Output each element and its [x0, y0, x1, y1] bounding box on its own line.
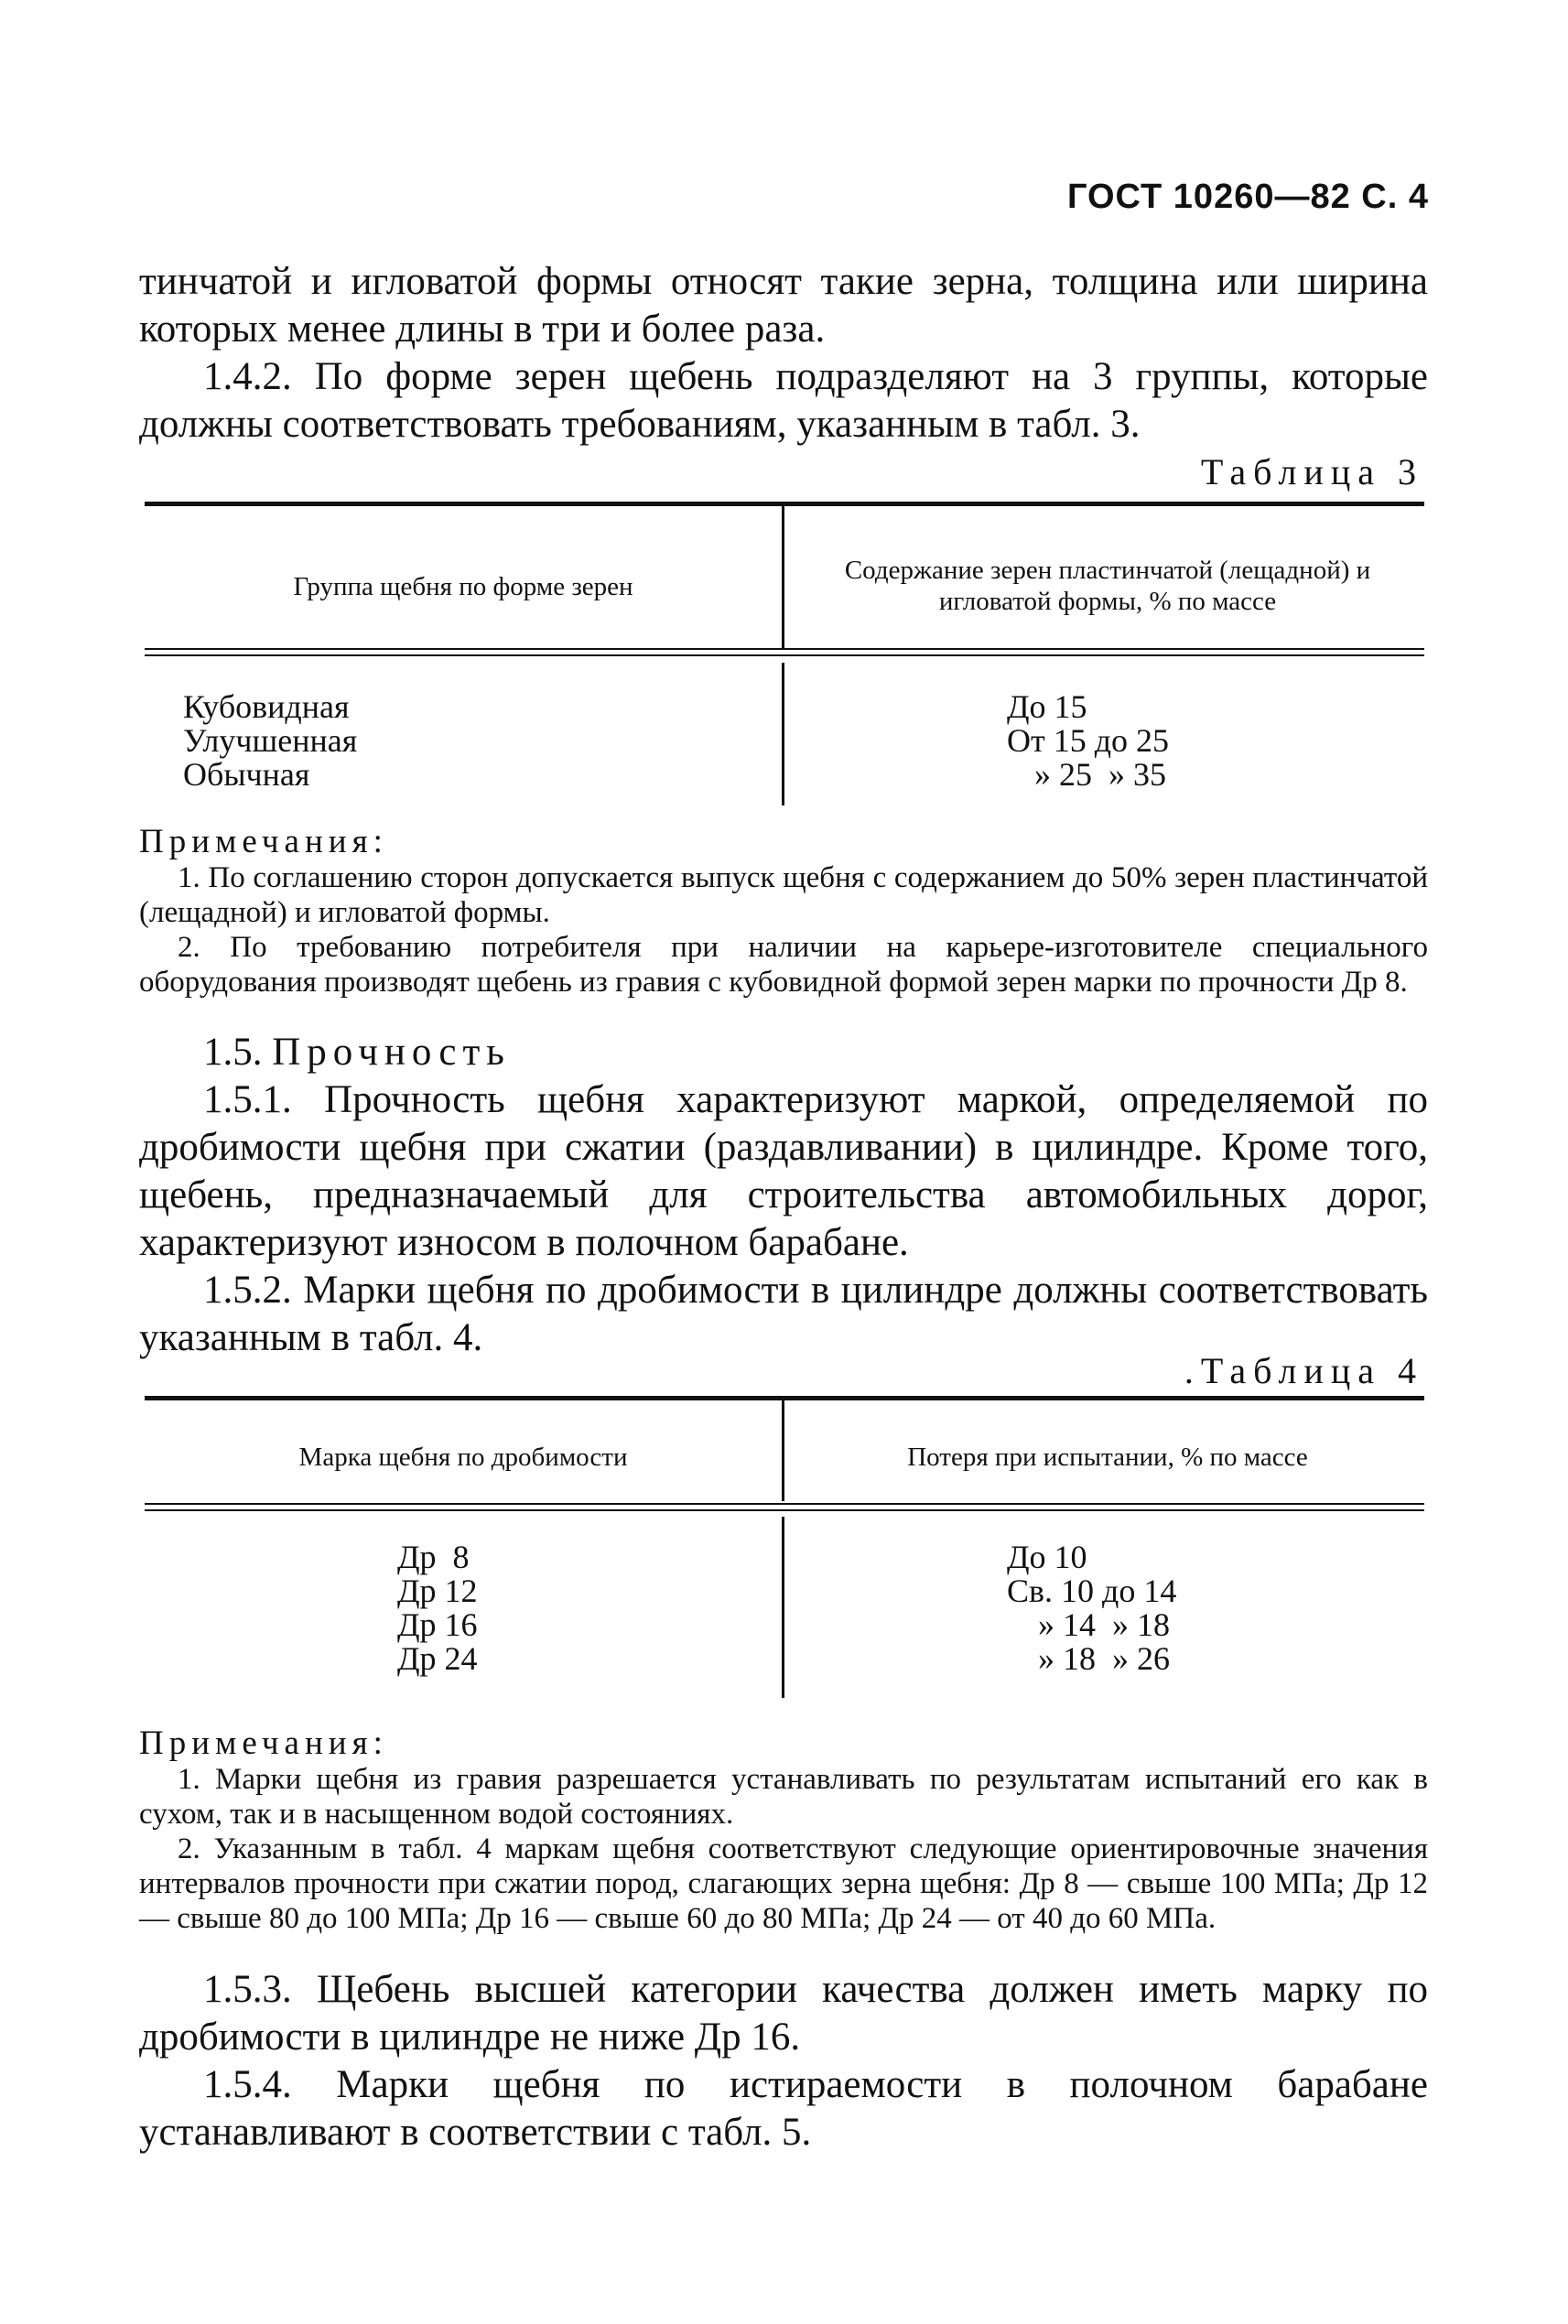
table4-notes-title: Примечания: — [139, 1724, 388, 1762]
table3-row-3-group: Обычная — [183, 756, 310, 793]
table4-row-1-loss: До 10 — [1007, 1539, 1087, 1575]
table4-col1-header: Марка щебня по дробимости — [298, 1443, 628, 1472]
table4-head-rule — [145, 1503, 1424, 1511]
table4-row-3-grade: Др 16 — [397, 1606, 478, 1643]
table4-divider-head — [782, 1400, 784, 1501]
table4-row-2-loss: Св. 10 до 14 — [1007, 1573, 1177, 1609]
table3-row-1-group: Кубовидная — [183, 688, 350, 725]
intro-paragraph-1: тинчатой и игловатой формы относят такие зерна, толщина или ширина которых менее длины в три и более раза. — [139, 260, 1428, 351]
table3-row-1-content: До 15 — [1007, 688, 1087, 725]
table3-row-2-group: Улучшенная — [183, 722, 358, 759]
table3-divider-body — [782, 663, 784, 805]
table3-caption: Таблица 3 — [1200, 451, 1423, 492]
table4-note-1: 1. Марки щебня из гравия разрешается устанавливать по результатам испытаний его как в сухом, так и в насыщенном водой состояниях. — [139, 1763, 1428, 1831]
table4-row-2-grade: Др 12 — [397, 1573, 478, 1609]
section-1-5-heading — [139, 1029, 1428, 1076]
table3-note-2: 2. По требованию потребителя при наличии на карьере-изготовителе специального оборудования производят щебень из гравия с кубовидной формой зерен марки по прочности Др 8. — [139, 931, 1428, 999]
paragraph-1-5-2: 1.5.2. Марки щебня по дробимости в цилиндре должны соответствовать указанным в табл. 4. — [139, 1269, 1428, 1359]
table4-row-4-grade: Др 24 — [397, 1640, 478, 1677]
paragraph-1-5-3: 1.5.3. Щебень высшей категории качества должен иметь марку по дробимости в цилиндре не ниже Др 16. — [139, 1968, 1428, 2059]
table4-notes — [139, 1725, 1428, 1936]
table4-row-1-grade: Др 8 — [397, 1539, 470, 1575]
table3-col1-header: Группа щебня по форме зерен — [293, 572, 633, 601]
table4-row-3-loss: » 14 » 18 — [1038, 1606, 1170, 1643]
table4-top-rule — [145, 1396, 1424, 1400]
table3-col-content — [1007, 690, 1169, 792]
table3-col2-header: Содержание зерен пластинчатой (лещадной) и игловатой формы, % по массе — [844, 556, 1371, 616]
table4-divider-body — [782, 1517, 784, 1698]
paragraph-1-5-4: 1.5.4. Марки щебня по истираемости в полочном барабане устанавливают в соответствии с табл. 5. — [139, 2063, 1428, 2154]
table3-top-rule — [145, 502, 1424, 506]
intro-paragraph-2: 1.4.2. По форме зерен щебень подразделяют на 3 группы, которые должны соответствовать требованиям, указанным в табл. 3. — [139, 355, 1428, 446]
table3-col-group — [183, 690, 357, 792]
table4-note-2: 2. Указанным в табл. 4 маркам щебня соответствуют следующие ориентировочные значения интервалов прочности при сжатии пород, слагающих зерна щебня: Др 8 — свыше 100 МПа; Др 12 — свыше 80 до 100 МПа; Др 16 — свыше 60 до 80 МПа; Др 24 — от 40 до 60 МПа. — [139, 1832, 1428, 1935]
table3-row-3-content: » 25 » 35 — [1034, 756, 1166, 793]
table4-caption: .Таблица 4 — [1184, 1350, 1423, 1391]
table4-col2-header: Потеря при испытании, % по массе — [907, 1443, 1308, 1472]
running-header: ГОСТ 10260—82 С. 4 — [1066, 178, 1429, 216]
table4-col-loss — [1007, 1540, 1176, 1676]
table3-note-1: 1. По соглашению сторон допускается выпуск щебня с содержанием до 50% зерен пластинчатой (лещадной) и игловатой формы. — [139, 861, 1428, 929]
section-1-5-number: 1.5. — [203, 1031, 263, 1074]
table3-head-rule — [145, 648, 1424, 656]
table3-notes-title: Примечания: — [139, 823, 388, 860]
table4-col-grade — [397, 1540, 478, 1676]
table3-row-2-content: От 15 до 25 — [1007, 722, 1170, 759]
table4-row-4-loss: » 18 » 26 — [1038, 1640, 1170, 1677]
table3-divider-head — [782, 506, 784, 648]
section-1-5-title: Прочность — [272, 1031, 511, 1074]
table4 — [145, 1396, 1424, 1698]
paragraph-1-5-1: 1.5.1. Прочность щебня характеризуют маркой, определяемой по дробимости щебня при сжатии (раздавливании) в цилиндре. Кроме того, щебень, предназначаемый для строительства автомобильных дорог, характеризуют износом в полочном барабане. — [139, 1078, 1428, 1264]
table3-notes — [139, 824, 1428, 1000]
table3 — [145, 502, 1424, 813]
